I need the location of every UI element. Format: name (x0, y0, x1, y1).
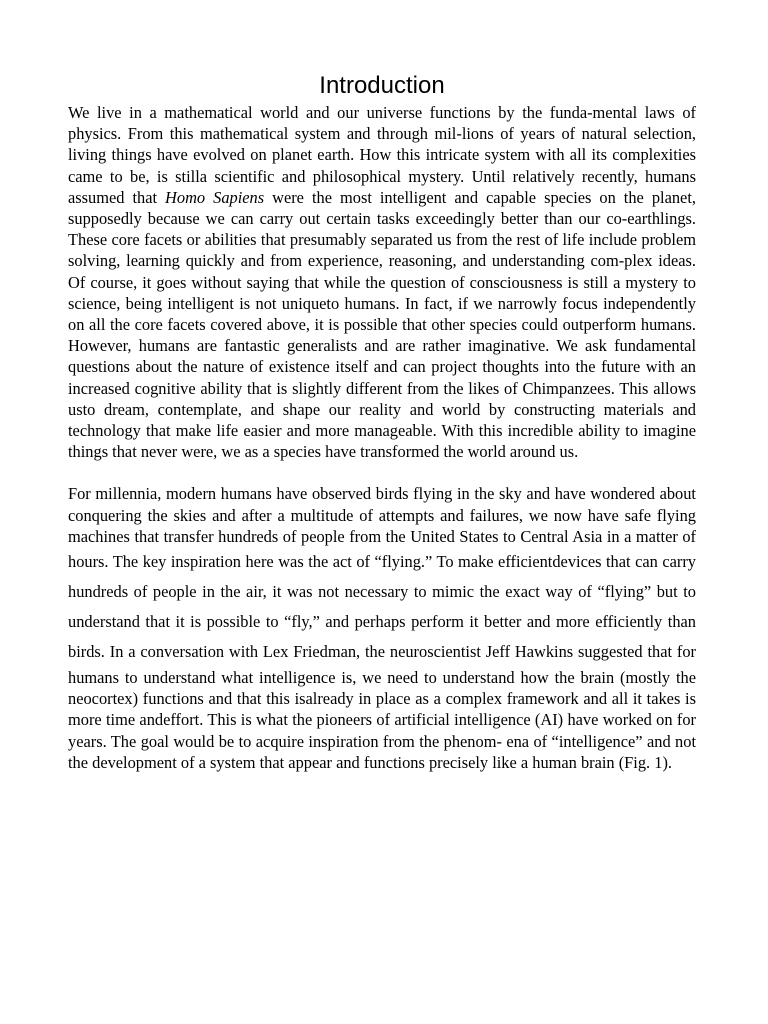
paragraph-2-text-a: For millennia, modern humans have observed birds flying in the sky and have wondered about conquering the skies and after a multitude of attempts and failures, we now have safe flying machines that transfer hundreds of people from the United States to Central Asia in a matter of hours. The key inspiration here (68, 484, 696, 572)
paragraph-1 (68, 102, 696, 462)
paragraph-1-text-a: We live in a mathematical world and our universe functions by the funda-mental laws of physics. From this mathematical system and through mil-lions of years of natural selection, living things have evolved on planet earth. How this intricate system with all its complexities came to be, is stilla scientific and philosophical mystery. Until relatively recently, humans assumed that (68, 103, 696, 207)
paragraph-1-text-b: were the most intelligent and capable species on the planet, supposedly because we can carry out certain tasks exceedingly better than our co-earthlings. These core facets or abilities that presumably separated us from the rest of life include problem solving, learning quickly and from experience, reasoning, and understanding com-plex ideas. Of course, it goes without saying that while the question of consciousness is still a mystery to science, being intelligent is not uniqueto humans. In fact, if we narrowly focus independently on all the core facets covered above, it is possible that other species could outperform humans. However, humans are fantastic generalists and are rather imaginative. We ask fundamental questions about the nature of existence itself and can project thoughts into the future with an increased cognitive ability that is slightly different from the likes of Chimpanzees. This allows usto dream, contemplate, and shape our reality and world by constructing materials and technology that make life easier and more manageable. With this incredible ability to imagine things that never were, we as a species have transformed the world around us. (68, 187, 696, 462)
paragraph-2-text-b: was the act of “flying.” To make efficientdevices that can carry hundreds of people in the air, it was not necessary to mimic the exact way of “flying” but to understand that it is possible to “fly,” and perhaps perform it better and more efficiently than birds. (68, 552, 696, 662)
document-page (68, 70, 696, 773)
paragraph-2-text-c: In a conversation with Lex Friedman, the neuroscientist Jeff Hawkins suggested that for humans to understand what intelligence is, we need to understand how the brain (mostly the neocortex) functions and that this isalready in place as a complex framework and all it takes is more time andeffort. This is what the pioneers of artificial intelligence (AI) have worked on for years. The goal would be to acquire inspiration from the phenom- ena of “intelligence” and not the development of a system that appear and functions precisely like a human brain (Fig. 1). (68, 642, 696, 772)
page-title: Introduction (319, 72, 445, 99)
paragraph-1-italic-term: Homo Sapiens (165, 187, 265, 207)
paragraph-2 (68, 483, 696, 773)
